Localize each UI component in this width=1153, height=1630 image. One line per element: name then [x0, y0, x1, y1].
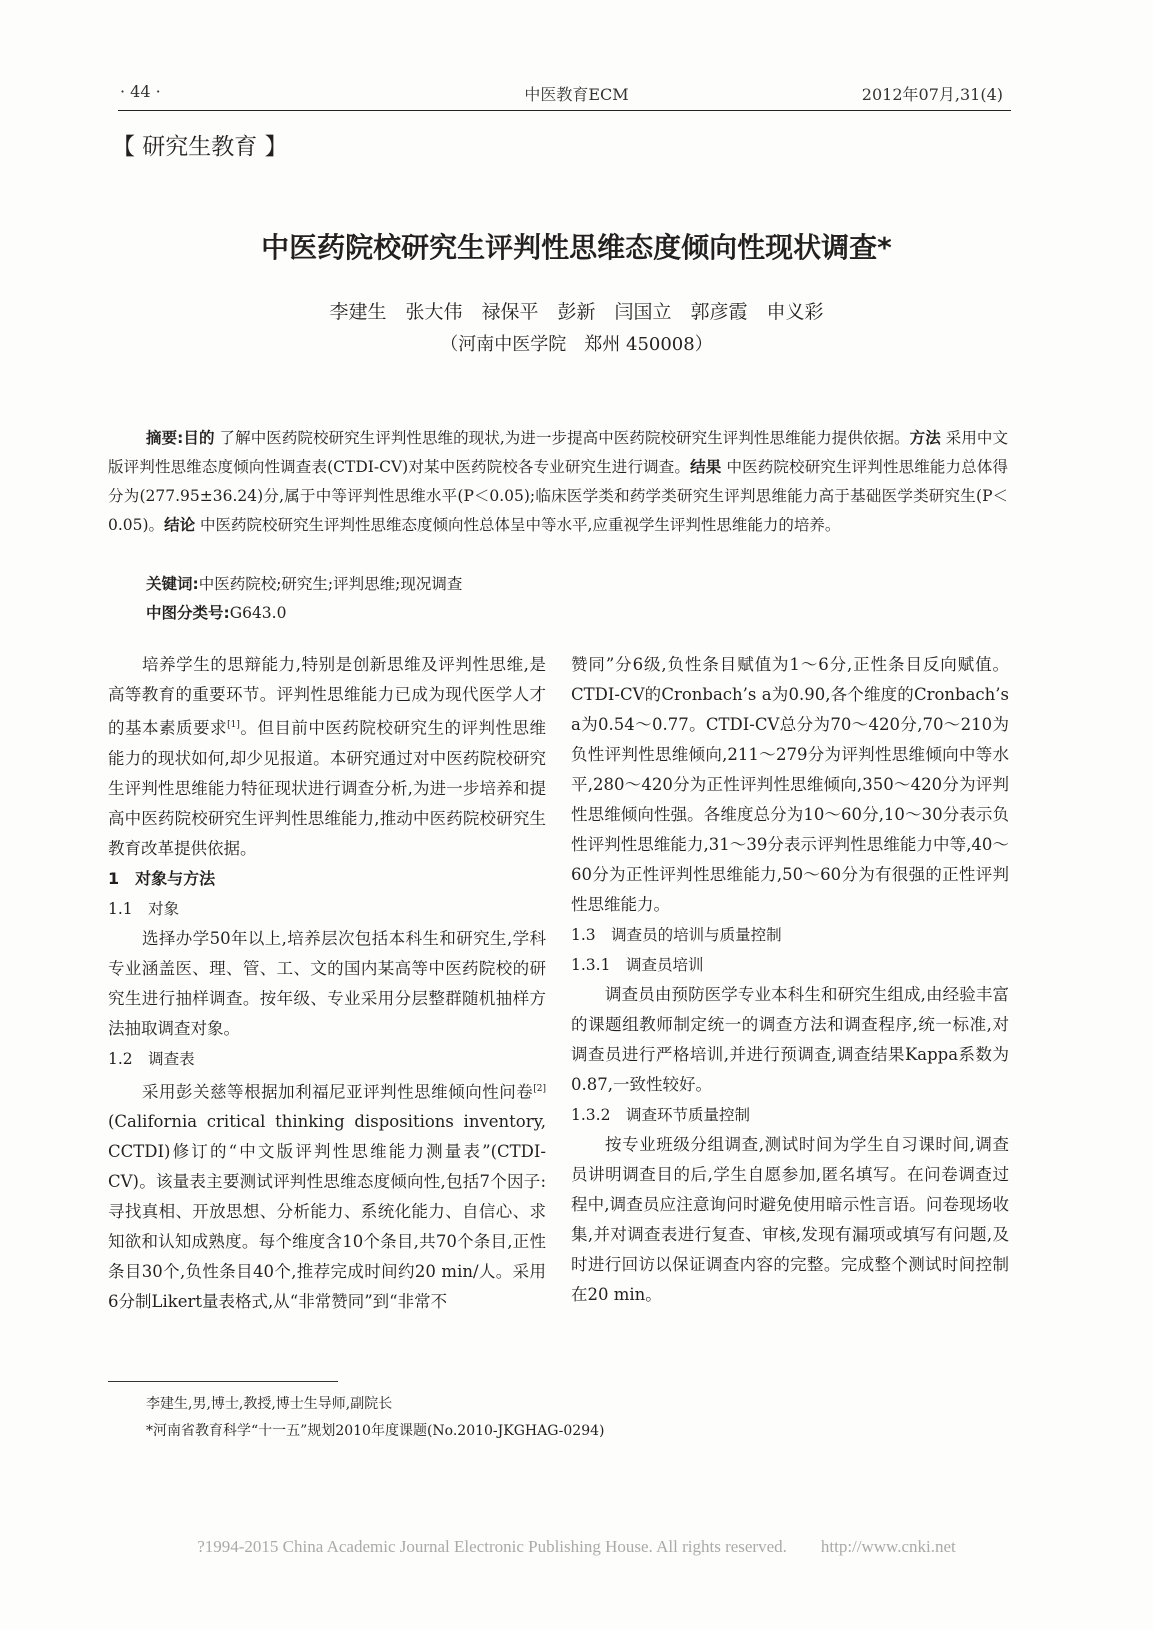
- section-heading-1-2: 1.2 调查表: [108, 1049, 195, 1068]
- article-title: 中医药院校研究生评判性思维态度倾向性现状调查*: [261, 231, 892, 264]
- section-heading-1-3: 1.3 调查员的培训与质量控制: [571, 926, 782, 944]
- intro-text-1: 培养学生的思辩能力,特别是创新思维及评判性思维,是高等教育的重要环节。评判性思维能力已成为现代医学人才的基本素质要求: [108, 655, 546, 738]
- footnote-rule: [108, 1381, 338, 1382]
- intro-text-2: 。但目前中医药院校研究生的评判性思维能力的现状如何,却少见报道。本研究通过对中医药院校研究生评判性思维能力特征现状进行调查分析,为进一步培养和提高中医药院校研究生评判性思维能力,推动中医药院校研究生教育改革提供依据。: [108, 718, 547, 858]
- intro-paragraph: [108, 650, 546, 864]
- classification-text: G643.0: [229, 604, 287, 622]
- result-label: 结果: [690, 458, 722, 476]
- column-tag: 【 研究生教育 】: [112, 134, 288, 160]
- issue-info: 2012年07月,31(4): [861, 85, 1003, 104]
- paragraph-1-3-2: 按专业班级分组调查,测试时间为学生自习课时间,调查员讲明调查目的后,学生自愿参加,匿名填写。在问卷调查过程中,调查员应注意询问时避免使用暗示性言语。问卷现场收集,并对调查表进行复查、审核,发现有漏项或填写有问题,及时进行回访以保证调查内容的完整。完成整个测试时间控制在20 min。: [571, 1135, 1009, 1304]
- abstract-label: 摘要:: [146, 429, 184, 447]
- section-heading-1: 1 对象与方法: [108, 868, 216, 888]
- keywords-text: 中医药院校;研究生;评判思维;现况调查: [198, 575, 463, 593]
- paragraph-1-2-text-b: (California critical thinking dispositions inventory, CCTDI)修订的“中文版评判性思维能力测量表”(CTDI-CV)。该量表主要测试评判性思维态度倾向性,包括7个因子:寻找真相、开放思想、分析能力、系统化能力、自信心、求知欲和认知成熟度。每个维度含10个条目,共70个条目,正性条目30个,负性条目40个,推荐完成时间约20 min/人。采用6分制Likert量表格式,从“非常赞同”到“非常不: [108, 1112, 546, 1311]
- section-heading-1-1: 1.1 对象: [108, 899, 180, 918]
- paragraph-1-1: 选择办学50年以上,培养层次包括本科生和研究生,学科专业涵盖医、理、管、工、文的国内某高等中医药院校的研究生进行抽样调查。按年级、专业采用分层整群随机抽样方法抽取调查对象。: [108, 928, 546, 1038]
- method-label: 方法: [909, 429, 941, 447]
- footnote-fund: *河南省教育科学“十一五”规划2010年度课题(No.2010-JKGHAG-0294): [146, 1423, 605, 1439]
- header-rule: [118, 110, 1011, 111]
- copyright-footer: ?1994-2015 China Academic Journal Electronic Publishing House. All rights reserved. http://www.cnki.net: [197, 1537, 956, 1556]
- page-number: · 44 ·: [120, 82, 161, 101]
- section-heading-1-3-1: 1.3.1 调查员培训: [571, 956, 704, 974]
- purpose-text: 了解中医药院校研究生评判性思维的现状,为进一步提高中医药院校研究生评判性思维能力提供依据。: [214, 429, 910, 447]
- abstract: [108, 424, 1008, 540]
- footnote-author: 李建生,男,博士,教授,博士生导师,副院长: [146, 1396, 393, 1412]
- journal-name: 中医教育ECM: [524, 85, 629, 104]
- body-column-right: [571, 650, 1009, 1310]
- paragraph-1-2-text-a: 采用彭关慈等根据加利福尼亚评判性思维倾向性问卷: [142, 1082, 534, 1101]
- section-heading-1-3-2: 1.3.2 调查环节质量控制: [571, 1106, 750, 1124]
- paragraph-1-2: [108, 1074, 546, 1318]
- classification-label: 中图分类号:: [146, 604, 230, 622]
- purpose-label: 目的: [183, 429, 215, 447]
- authors: 李建生 张大伟 禄保平 彭新 闫国立 郭彦霞 申义彩: [329, 301, 824, 323]
- citation-2: [2]: [533, 1083, 546, 1094]
- paragraph-1-2-continued: 赞同”分6级,负性条目赋值为1～6分,正性条目反向赋值。CTDI-CV的Cronbach’s a为0.90,各个维度的Cronbach’s a为0.54～0.77。CTDI-CV总分为70～420分,70～210为负性评判性思维倾向,211～279分为评判性思维倾向中等水平,280～420分为正性评判性思维倾向,350～420分为评判性思维倾向性强。各维度总分为10～60分,10～30分表示负性评判性思维能力,31～39分表示评判性思维能力中等,40～60分为正性评判性思维能力,50～60分为有很强的正性评判性思维能力。: [571, 655, 1009, 914]
- citation-1: [1]: [227, 720, 240, 730]
- affiliation: （河南中医学院 郑州 450008）: [440, 334, 713, 355]
- keywords: [146, 572, 462, 594]
- paragraph-1-3-1: 调查员由预防医学专业本科生和研究生组成,由经验丰富的课题组教师制定统一的调查方法和调查程序,统一标准,对调查员进行严格培训,并进行预调查,调查结果Kappa系数为0.87,一致性较好。: [571, 985, 1009, 1094]
- classification: [146, 601, 286, 623]
- keywords-label: 关键词:: [146, 575, 199, 593]
- conclusion-label: 结论: [164, 516, 196, 534]
- conclusion-text: 中医药院校研究生评判性思维态度倾向性总体呈中等水平,应重视学生评判性思维能力的培养。: [195, 516, 841, 534]
- body-column-left: [108, 650, 546, 1317]
- method-text: 采用中文版评判性思维态度倾向性调查表(CTDI-CV)对某中医药院校各专业研究生进行调查。: [108, 429, 1008, 476]
- result-text: 中医药院校研究生评判性思维能力总体得分为(277.95±36.24)分,属于中等评判性思维水平(P＜0.05);临床医学类和药学类研究生评判思维能力高于基础医学类研究生(P＜0.05)。: [108, 458, 1008, 534]
